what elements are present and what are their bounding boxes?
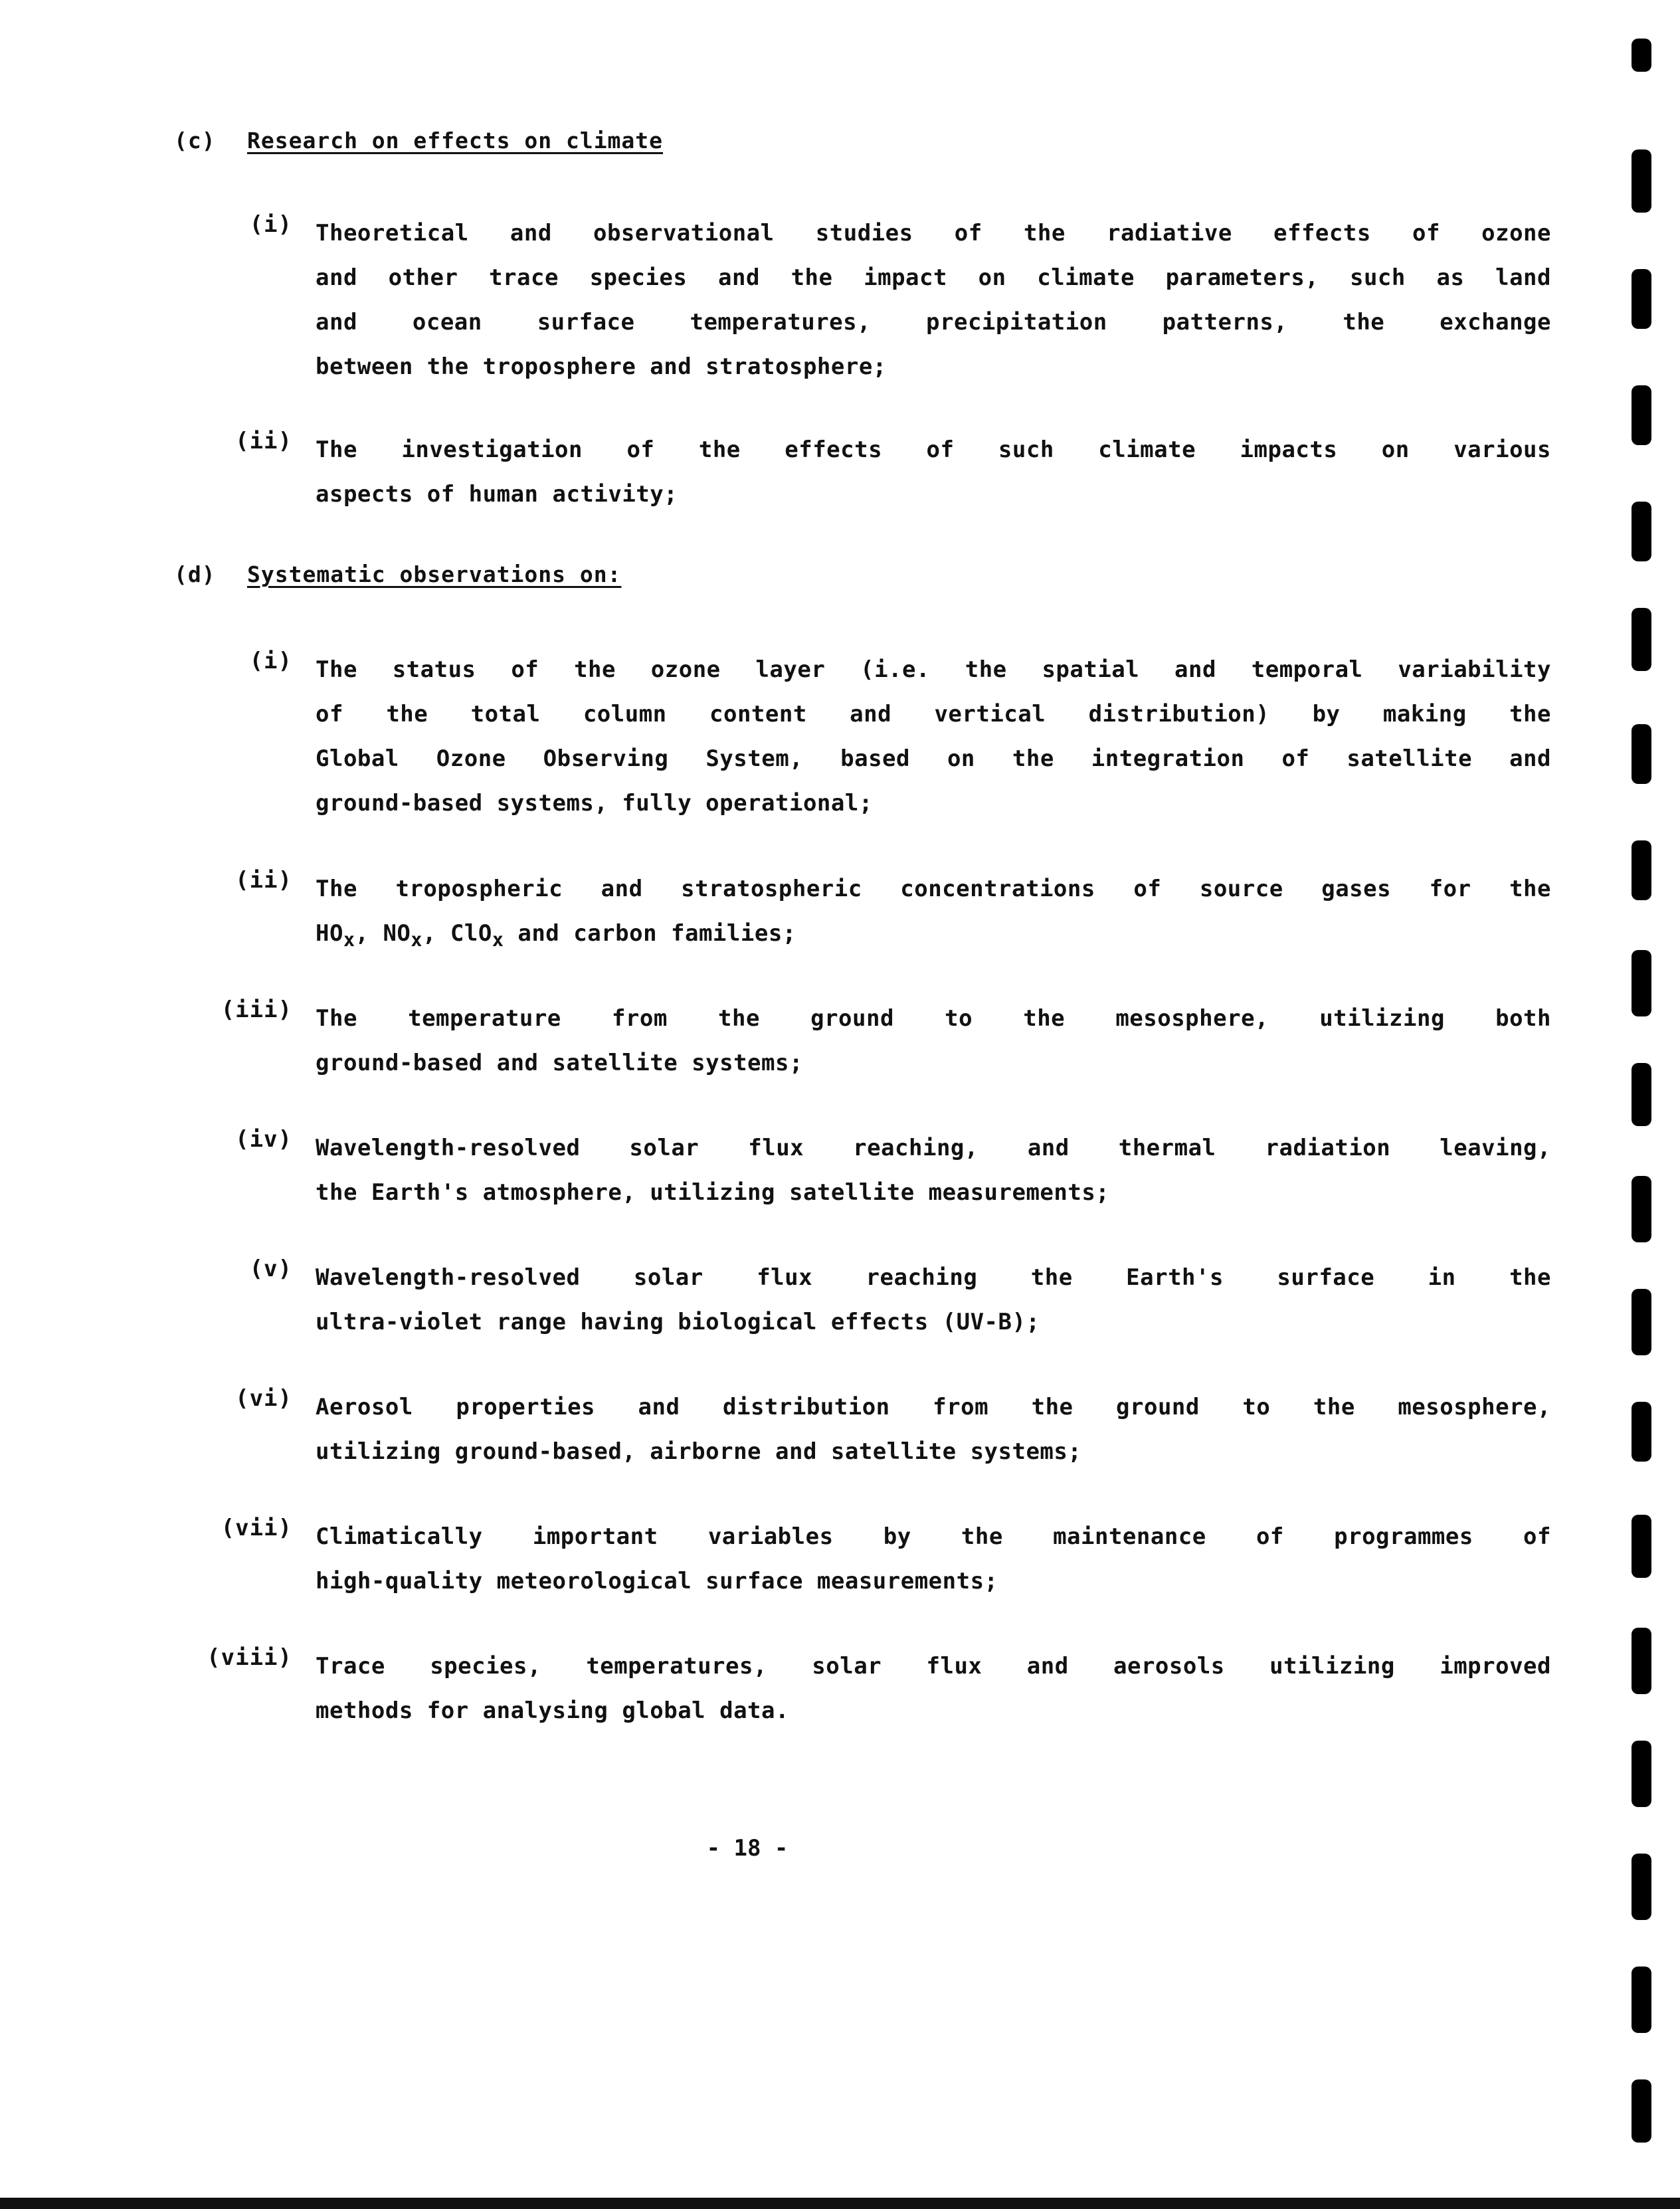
binding-mark xyxy=(1632,1289,1651,1355)
binding-mark xyxy=(1632,840,1651,900)
binding-mark xyxy=(1632,2079,1651,2143)
item-text xyxy=(316,997,1551,1086)
text-line: The tropospheric and stratospheric concentrations of source gases for the xyxy=(316,876,1551,902)
binding-mark xyxy=(1632,608,1651,671)
text-line: and other trace species and the impact on climate parameters, such as land xyxy=(316,264,1551,291)
item-text xyxy=(316,1256,1551,1345)
item-number: (viii) xyxy=(207,1644,292,1671)
text-line: the Earth's atmosphere, utilizing satellite measurements; xyxy=(316,1179,1110,1206)
item-text xyxy=(316,428,1551,517)
page-number: - 18 - xyxy=(706,1835,789,1862)
text-line: The temperature from the ground to the mesosphere, utilizing both xyxy=(316,1005,1551,1032)
text-line: between the troposphere and stratosphere; xyxy=(316,353,887,380)
section-heading-d xyxy=(174,561,621,587)
text-line: Trace species, temperatures, solar flux and aerosols utilizing improved xyxy=(316,1653,1551,1680)
item-text xyxy=(316,1515,1551,1604)
item-number: (iii) xyxy=(221,997,292,1023)
text-line: Wavelength-resolved solar flux reaching, and thermal radiation leaving, xyxy=(316,1135,1551,1161)
text-line: Global Ozone Observing System, based on the integration of satellite and xyxy=(316,745,1551,772)
section-title: Research on effects on climate xyxy=(247,128,664,153)
item-text xyxy=(316,1385,1551,1474)
item-number: (v) xyxy=(249,1256,292,1282)
item-number: (vi) xyxy=(235,1385,292,1412)
text-line: methods for analysing global data. xyxy=(316,1697,789,1724)
text-line: utilizing ground-based, airborne and satellite systems; xyxy=(316,1438,1082,1465)
binding-mark xyxy=(1632,1741,1651,1807)
binding-mark xyxy=(1632,724,1651,784)
text-line: Aerosol properties and distribution from the ground to the mesosphere, xyxy=(316,1394,1551,1420)
text-line: The investigation of the effects of such climate impacts on various xyxy=(316,436,1551,463)
binding-mark xyxy=(1632,1967,1651,2033)
binding-mark xyxy=(1632,269,1651,329)
text-line: Climatically important variables by the maintenance of programmes of xyxy=(316,1523,1551,1550)
section-marker: (c) xyxy=(174,128,216,153)
item-number: (ii) xyxy=(235,867,292,894)
binding-mark xyxy=(1632,385,1651,445)
binding-mark xyxy=(1632,1628,1651,1694)
binding-mark xyxy=(1632,1515,1651,1578)
binding-mark xyxy=(1632,149,1651,213)
item-text xyxy=(316,211,1551,389)
item-number: (ii) xyxy=(235,428,292,454)
text-line: ultra-violet range having biological effects (UV-B); xyxy=(316,1309,1040,1335)
text-line: and ocean surface temperatures, precipitation patterns, the exchange xyxy=(316,309,1551,336)
item-number: (iv) xyxy=(235,1126,292,1153)
binding-mark xyxy=(1632,1063,1651,1126)
item-text xyxy=(316,1126,1551,1215)
scan-edge xyxy=(0,2198,1680,2209)
item-text xyxy=(316,867,1551,962)
formula-line: $HO_x$, $NO_x$, ClO$_x$ and carbon families; xyxy=(316,920,796,951)
text-line: The status of the ozone layer (i.e. the spatial and temporal variability xyxy=(316,656,1551,683)
section-marker: (d) xyxy=(174,561,216,587)
text-line: of the total column content and vertical distribution) by making the xyxy=(316,701,1551,727)
item-number: (vii) xyxy=(221,1515,292,1541)
section-heading-c xyxy=(174,128,663,153)
binding-mark xyxy=(1632,502,1651,561)
binding-mark xyxy=(1632,39,1651,72)
binding-mark xyxy=(1632,1176,1651,1242)
text-line: ground-based systems, fully operational; xyxy=(316,790,873,816)
item-number: (i) xyxy=(249,211,292,238)
binding-mark xyxy=(1632,1854,1651,1920)
text-line: high-quality meteorological surface measurements; xyxy=(316,1568,998,1594)
binding-mark xyxy=(1632,950,1651,1016)
text-line: ground-based and satellite systems; xyxy=(316,1050,803,1076)
text-line: Wavelength-resolved solar flux reaching the Earth's surface in the xyxy=(316,1264,1551,1291)
item-number: (i) xyxy=(249,648,292,674)
binding-mark xyxy=(1632,1402,1651,1462)
text-line: Theoretical and observational studies of the radiative effects of ozone xyxy=(316,220,1551,246)
text-line: aspects of human activity; xyxy=(316,481,678,508)
item-text xyxy=(316,1644,1551,1733)
section-title: Systematic observations on: xyxy=(247,561,622,587)
item-text xyxy=(316,648,1551,826)
